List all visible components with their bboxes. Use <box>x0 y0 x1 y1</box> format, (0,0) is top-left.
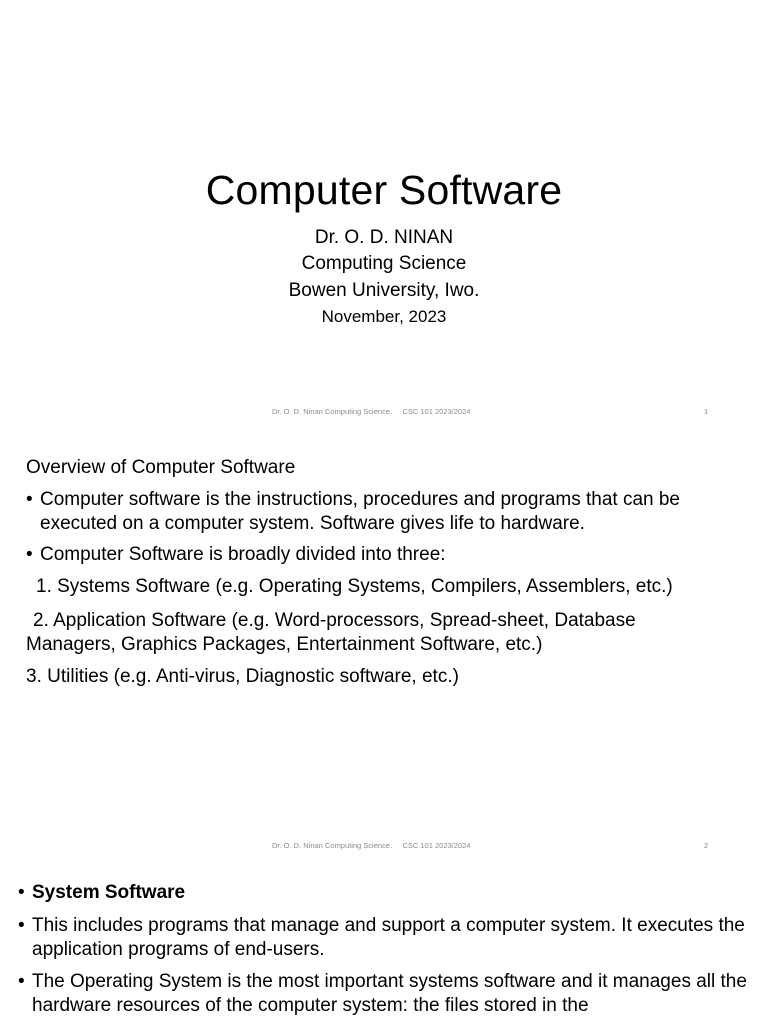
footer-text: Dr. O. D. Ninan Computing Science. CSC 101 2023/2024 <box>272 841 471 850</box>
slide-heading: Overview of Computer Software <box>26 457 296 478</box>
overview-slide <box>0 432 768 864</box>
bullet-icon: • <box>18 882 25 903</box>
university-name: Bowen University, Iwo. <box>288 280 480 301</box>
page-number: 1 <box>704 407 709 416</box>
bullet-item: • This includes programs that manage and support a computer system. It executes the application programs of end-users. <box>18 915 745 960</box>
bullet-icon: • <box>18 971 25 992</box>
presentation-date: November, 2023 <box>321 307 447 326</box>
list-item: 3. Utilities (e.g. Anti-virus, Diagnostic software, etc.) <box>26 666 459 687</box>
slide-footer <box>0 841 768 851</box>
footer-text: Dr. O. D. Ninan Computing Science. CSC 101 2023/2024 <box>272 407 471 416</box>
title-slide <box>0 0 768 432</box>
page-number: 2 <box>704 841 709 850</box>
list-item: 2. Application Software (e.g. Word-processors, Spread-sheet, Database Managers, Graphics Packages, Entertainment Software, etc.) <box>26 610 636 655</box>
author-name: Dr. O. D. NINAN <box>314 227 454 248</box>
bullet-item: • The Operating System is the most important systems software and it manages all the hardware resources of the computer system: the files stored in the <box>18 971 747 1016</box>
bullet-icon: • <box>18 915 25 936</box>
bullet-icon: • <box>26 489 33 510</box>
section-heading: System Software <box>32 882 186 903</box>
bullet-item <box>18 881 758 905</box>
bullet-item: • Computer Software is broadly divided into three: <box>26 544 446 565</box>
system-software-slide <box>0 864 768 1024</box>
slide-footer <box>0 407 768 417</box>
slide-title: Computer Software <box>205 167 563 213</box>
list-item: 1. Systems Software (e.g. Operating Systems, Compilers, Assemblers, etc.) <box>36 576 673 597</box>
bullet-item: • Computer software is the instructions, procedures and programs that can be executed on a computer system. Software gives life to hardware. <box>26 489 680 534</box>
department-name: Computing Science <box>301 253 467 274</box>
bullet-icon: • <box>26 544 33 565</box>
